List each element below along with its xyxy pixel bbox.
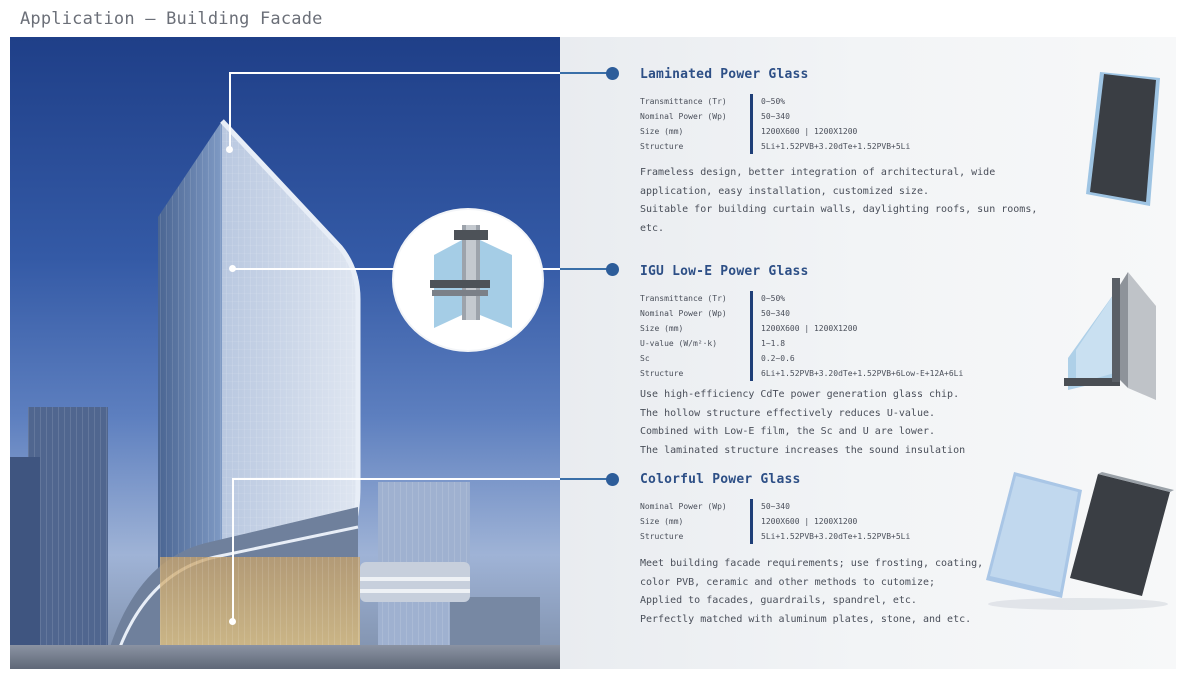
connector-line-3 — [232, 478, 612, 480]
spec-row — [640, 139, 910, 154]
spec-label: Structure — [640, 532, 684, 541]
igu-glass-thumbnail — [1058, 268, 1166, 403]
description-line: The hollow structure effectively reduces U-value. — [640, 407, 936, 419]
spec-label: Structure — [640, 369, 684, 378]
connector-dot-1-start — [226, 146, 233, 153]
building-facade-image — [10, 37, 560, 669]
spec-row — [640, 514, 910, 529]
spec-divider — [750, 321, 753, 336]
description-line: Suitable for building curtain walls, daylighting roofs, sun rooms, — [640, 204, 1038, 215]
page-title: Application – Building Facade — [20, 9, 323, 29]
colorful-glass-thumbnail — [978, 468, 1176, 613]
spec-value: 1200X600 | 1200X1200 — [761, 127, 858, 136]
laminated-glass-thumbnail — [1078, 66, 1168, 211]
spec-value: 0.2~0.6 — [761, 354, 795, 363]
spec-divider — [750, 366, 753, 381]
specs-igu — [640, 291, 963, 381]
description-line: Perfectly matched with aluminum plates, stone, and etc. — [640, 613, 972, 625]
product-title-colorful: Colorful Power Glass — [640, 472, 801, 487]
connector-line-1-right — [560, 72, 612, 74]
spec-label: Nominal Power (Wp) — [640, 502, 727, 511]
spec-label: Transmittance (Tr) — [640, 294, 727, 303]
spec-divider — [750, 94, 753, 109]
spec-divider — [750, 139, 753, 154]
spec-value: 1200X600 | 1200X1200 — [761, 517, 858, 526]
connector-line-2 — [233, 268, 395, 270]
spec-divider — [750, 514, 753, 529]
spec-row — [640, 529, 910, 544]
spec-value: 50~340 — [761, 502, 790, 511]
spec-label: Nominal Power (Wp) — [640, 309, 727, 318]
spec-row — [640, 351, 963, 366]
spec-row — [640, 499, 910, 514]
spec-label: U-value (W/m²·k) — [640, 339, 718, 348]
spec-value: 6Li+1.52PVB+3.20dTe+1.52PVB+6Low-E+12A+6Li — [761, 369, 964, 378]
spec-value: 1~1.8 — [761, 339, 786, 348]
description-line: Frameless design, better integration of architectural, wide — [640, 167, 996, 178]
spec-row — [640, 109, 910, 124]
product-title-igu: IGU Low-E Power Glass — [640, 264, 809, 279]
spec-value: 0~50% — [761, 97, 786, 106]
spec-label: Size (mm) — [640, 127, 684, 136]
aluminum-profile-icon — [394, 210, 542, 350]
description-line: Meet building facade requirements; use frosting, coating, — [640, 558, 984, 569]
spec-divider — [750, 306, 753, 321]
spec-divider — [750, 499, 753, 514]
description-line: color PVB, ceramic and other methods to cutomize; — [640, 576, 936, 588]
connector-line-1 — [229, 72, 611, 74]
spec-value: 50~340 — [761, 309, 790, 318]
building-illustration — [10, 37, 560, 669]
spec-value: 0~50% — [761, 294, 786, 303]
spec-label: Sc — [640, 354, 650, 363]
connector-line-1-vertical — [229, 73, 231, 149]
spec-divider — [750, 351, 753, 366]
description-line: The laminated structure increases the sound insulation — [640, 444, 966, 456]
spec-label: Size (mm) — [640, 324, 684, 333]
connector-dot-1 — [606, 67, 619, 80]
description-igu — [640, 386, 1040, 460]
spec-row — [640, 291, 963, 306]
description-line: Applied to facades, guardrails, spandrel, etc. — [640, 595, 917, 606]
connector-dot-2 — [606, 263, 619, 276]
description-line: application, easy installation, customized size. — [640, 185, 929, 197]
spec-row — [640, 321, 963, 336]
spec-label: Nominal Power (Wp) — [640, 112, 727, 121]
description-line: etc. — [640, 222, 665, 234]
spec-divider — [750, 291, 753, 306]
spec-row — [640, 306, 963, 321]
description-laminated — [640, 164, 1040, 238]
spec-divider — [750, 529, 753, 544]
connector-line-2-panel — [560, 268, 612, 270]
spec-row — [640, 336, 963, 351]
spec-row — [640, 124, 910, 139]
connector-line-3-right — [560, 478, 612, 480]
connector-dot-3-start — [229, 618, 236, 625]
description-line: Combined with Low-E film, the Sc and U are lower. — [640, 426, 936, 437]
description-line: Use high-efficiency CdTe power generation glass chip. — [640, 389, 960, 400]
spec-value: 50~340 — [761, 112, 790, 121]
connector-line-3-vertical — [232, 479, 234, 622]
connector-dot-3 — [606, 473, 619, 486]
spec-divider — [750, 109, 753, 124]
connector-dot-2-start — [229, 265, 236, 272]
curtain-wall-profile-detail — [394, 210, 542, 350]
spec-divider — [750, 124, 753, 139]
product-title-laminated: Laminated Power Glass — [640, 67, 809, 82]
colorful-glass-panels-icon — [978, 468, 1176, 613]
laminated-glass-panel-icon — [1078, 66, 1168, 211]
specs-colorful — [640, 499, 910, 544]
spec-value: 5Li+1.52PVB+3.20dTe+1.52PVB+5Li — [761, 142, 911, 151]
spec-value: 1200X600 | 1200X1200 — [761, 324, 858, 333]
spec-row — [640, 366, 963, 381]
igu-glass-profile-icon — [1058, 268, 1166, 403]
spec-divider — [750, 336, 753, 351]
specs-laminated — [640, 94, 910, 154]
spec-label: Structure — [640, 142, 684, 151]
spec-row — [640, 94, 910, 109]
spec-label: Transmittance (Tr) — [640, 97, 727, 106]
spec-value: 5Li+1.52PVB+3.20dTe+1.52PVB+5Li — [761, 532, 911, 541]
spec-label: Size (mm) — [640, 517, 684, 526]
